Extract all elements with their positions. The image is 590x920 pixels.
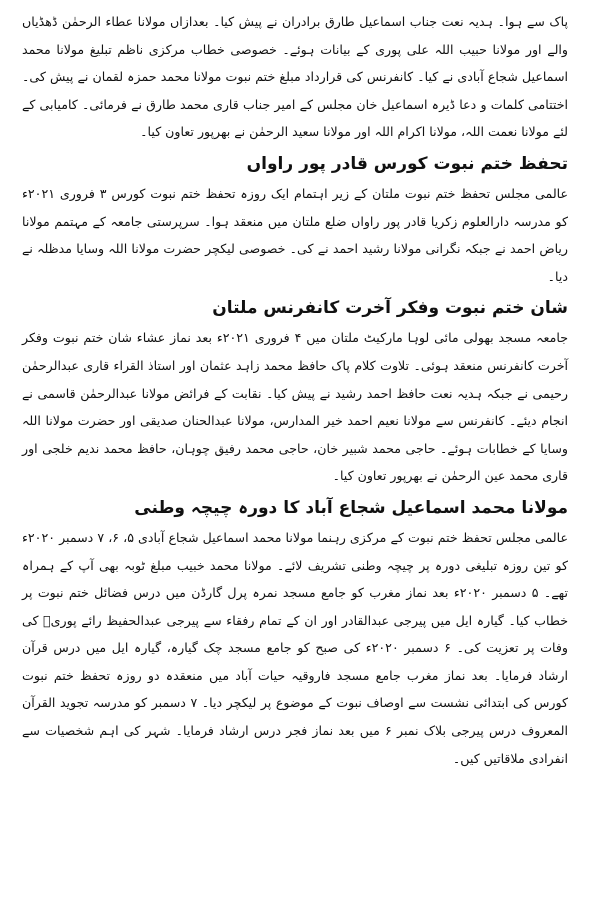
section-heading: شان ختم نبوت وفکر آخرت کانفرنس ملتان — [212, 298, 568, 319]
intro-paragraph: پاک سے ہوا۔ ہدیہ نعت جناب اسماعیل طارق برادران نے پیش کیا۔ بعدازاں مولانا عطاء الرحمٰن ڈھڈیاں والے اور مولانا حبیب اللہ علی پوری کے بیانات ہوئے۔ خصوصی خطاب مرکزی ناظم تبلیغ مولانا محمد اسماعیل شجاع آبادی نے کیا۔ کانفرنس کی قرارداد مبلغ ختم نبوت مولانا محمد حمزہ لقمان نے پیش کی۔ اختتامی کلمات و دعا ڈیرہ اسماعیل خان مجلس کے امیر جناب قاری محمد طارق نے فرمائی۔ کامیابی کے لئے مولانا نعمت اللہ، مولانا اکرام اللہ اور مولانا سعید الرحمٰن نے بھرپور تعاون کیا۔ — [22, 14, 568, 140]
section-qadirpur-course — [22, 148, 568, 290]
section-body: عالمی مجلس تحفظ ختم نبوت ملتان کے زیر اہتمام ایک روزہ تحفظ ختم نبوت کورس ۳ فروری ۲۰۲۱ء کو مدرسہ دارالعلوم زکریا قادر پور راواں ضلع ملتان میں منعقد ہوا۔ سرپرستی جامعہ کے مہتمم مولانا ریاض احمد نے جبکہ نگرانی مولانا رشید احمد نے کی۔ خصوصی لیکچر حضرت مولانا اللہ وسایا مدظلہ نے دیا۔ — [22, 185, 569, 284]
section-body: عالمی مجلس تحفظ ختم نبوت کے مرکزی رہنما مولانا محمد اسماعیل شجاع آبادی ۵، ۶، ۷ دسمبر ۲۰۲۰ء کو تین روزہ تبلیغی دورہ پر چیچہ وطنی تشریف لائے۔ مولانا محمد خبیب مبلغ ٹوبہ بھی آپ کے ہمراہ تھے۔ ۵ دسمبر ۲۰۲۰ء بعد نماز مغرب کو جامع مسجد نمرہ پرل گارڈن میں درس فضائل ختم نبوت پر خطاب کیا۔ گیارہ ایل میں پیرجی عبدالقادر اور ان کے تمام رفقاء سے پیرجی عبدالحفیظ رائے پوریؒ کی وفات پر تعزیت کی۔ ۶ دسمبر ۲۰۲۰ء کی صبح کو جامع مسجد چک گیارہ، گیارہ ایل میں درس قرآن ارشاد فرمایا۔ بعد نماز مغرب جامع مسجد فاروقیہ حیات آباد میں منعقدہ دو روزہ تحفظ ختم نبوت کورس کی ابتدائی نشست سے اوصاف نبوت کے موضوع پر لیکچر دیا۔ ۷ دسمبر کو مدرسہ تجوید القرآن المعروف درس پیرجی بلاک نمبر ۶ میں بعد نماز فجر درس ارشاد فرمایا۔ شہر کی اہم شخصیات سے انفرادی ملاقاتیں کیں۔ — [22, 529, 568, 766]
section-body: جامعہ مسجد بھولی مائی لوہا مارکیٹ ملتان میں ۴ فروری ۲۰۲۱ء بعد نماز عشاء شان ختم نبوت وفکر آخرت کانفرنس منعقد ہوئی۔ تلاوت کلام پاک حافظ محمد زاہد عثمان اور استاذ القراء قاری عبدالرحمٰن رحیمی نے جبکہ ہدیہ نعت حافظ احمد رشید نے پیش کیا۔ نقابت کے فرائض مولانا عبدالرحمٰن قاسمی نے انجام دیئے۔ کانفرنس سے مولانا نعیم احمد خیر المدارس، مولانا عبدالحنان صدیقی اور حضرت مولانا اللہ وسایا کے خطابات ہوئے۔ حاجی محمد شبیر خان، حاجی محمد رفیق چوہان، حافظ محمد ندیم خلجی اور قاری محمد عین الرحمٰن نے بھرپور تعاون کیا۔ — [22, 330, 568, 484]
section-chichawatni-tour — [22, 492, 568, 772]
section-heading: تحفظ ختم نبوت کورس قادر پور راواں — [246, 153, 568, 174]
section-multan-conference — [22, 292, 568, 490]
section-heading: مولانا محمد اسماعیل شجاع آباد کا دورہ چیچہ وطنی — [134, 497, 568, 518]
